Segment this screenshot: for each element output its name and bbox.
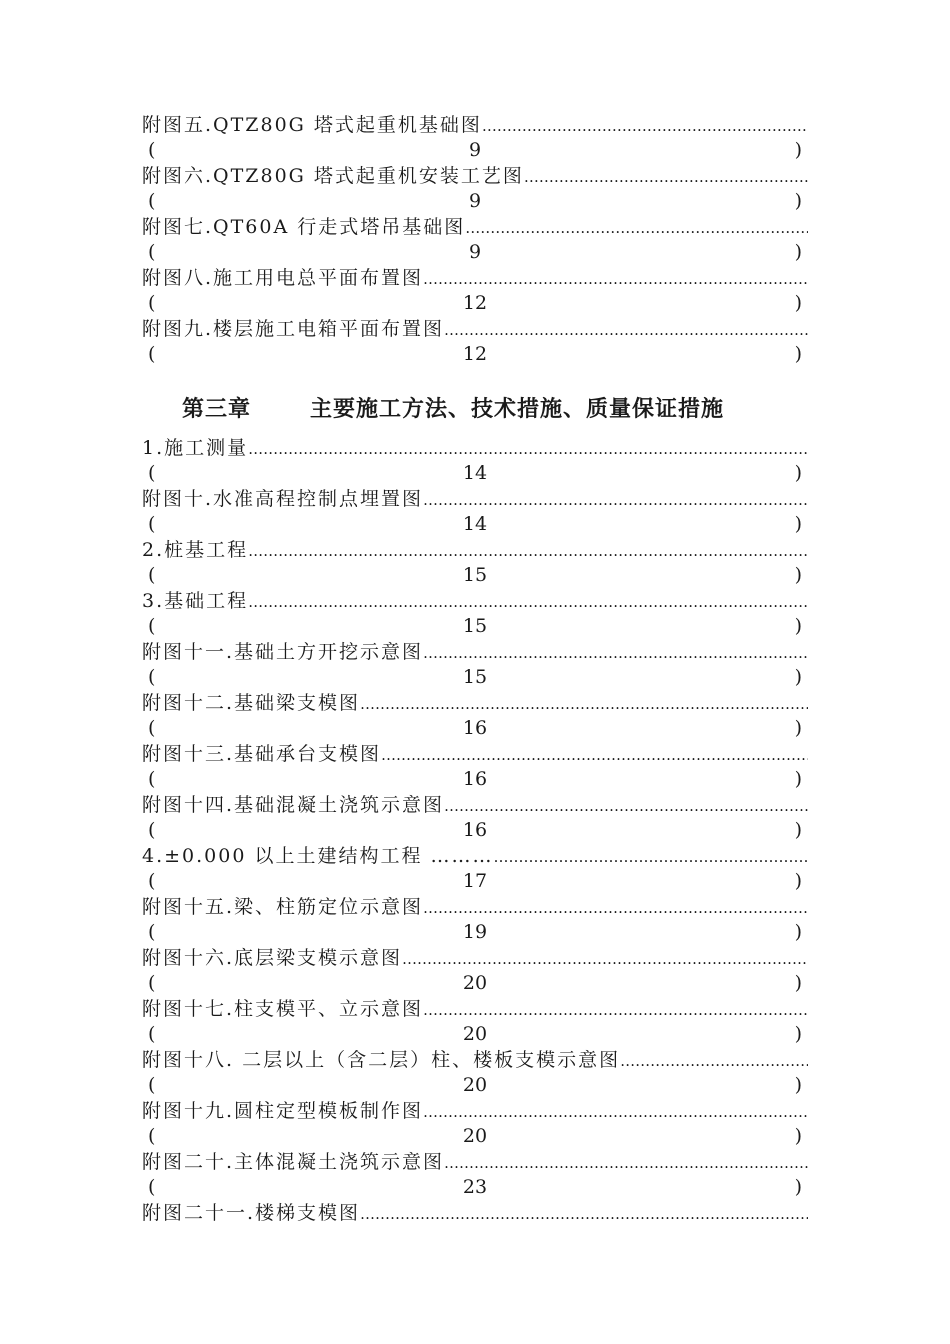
toc-page-number: 14 [462, 513, 488, 535]
paren-close: ) [794, 292, 802, 314]
toc-page-number: 16 [462, 819, 488, 841]
toc-page-number: 20 [462, 1074, 488, 1096]
toc-page-number: 17 [462, 870, 488, 892]
toc-page-number: 16 [462, 717, 488, 739]
toc-page [142, 112, 808, 1226]
toc-entry-label: 2.桩基工程 [142, 539, 249, 561]
paren-close: ) [794, 1074, 802, 1096]
paren-close: ) [794, 343, 802, 365]
leader-dots [620, 1048, 808, 1073]
paren-open: ( [148, 564, 156, 586]
paren-close: ) [794, 564, 802, 586]
toc-entry-label: 附图六.QTZ80G 塔式起重机安装工艺图 [142, 165, 524, 187]
toc-entry-label: 附图十五.梁、柱筋定位示意图 [142, 896, 424, 918]
paren-open: ( [148, 1074, 156, 1096]
toc-entry-label: 附图十三.基础承台支模图 [142, 743, 382, 765]
toc-entry-label: 附图七.QT60A 行走式塔吊基础图 [142, 216, 466, 238]
chapter-number: 第三章 [182, 396, 252, 422]
toc-entry[interactable] [142, 843, 808, 894]
leader-dots [494, 844, 808, 869]
toc-entry-label: 附图十.水准高程控制点埋置图 [142, 488, 424, 510]
toc-entry-label: 附图十二.基础梁支模图 [142, 692, 361, 714]
toc-entry[interactable] [142, 1200, 808, 1226]
toc-entry[interactable] [142, 894, 808, 945]
paren-open: ( [148, 972, 156, 994]
toc-entry[interactable] [142, 1098, 808, 1149]
toc-entry[interactable] [142, 945, 808, 996]
paren-close: ) [794, 462, 802, 484]
leader-dots [423, 997, 808, 1022]
paren-close: ) [794, 921, 802, 943]
leader-dots [423, 487, 808, 512]
toc-entry-label: 附图九.楼层施工电箱平面布置图 [142, 318, 445, 340]
paren-open: ( [148, 768, 156, 790]
paren-close: ) [794, 615, 802, 637]
toc-entry[interactable] [142, 741, 808, 792]
toc-entry[interactable] [142, 316, 808, 367]
leader-dots [444, 317, 808, 342]
leader-dots [360, 691, 808, 716]
paren-open: ( [148, 615, 156, 637]
toc-page-number: 9 [468, 139, 482, 161]
toc-entry-label: 附图五.QTZ80G 塔式起重机基础图 [142, 114, 482, 136]
paren-open: ( [148, 139, 156, 161]
paren-close: ) [794, 190, 802, 212]
leader-dots [248, 589, 808, 614]
toc-entry[interactable] [142, 163, 808, 214]
paren-open: ( [148, 819, 156, 841]
toc-section-chapter-3 [142, 435, 808, 1226]
toc-entry-label: 附图八.施工用电总平面布置图 [142, 267, 424, 289]
toc-entry[interactable] [142, 435, 808, 486]
toc-entry[interactable] [142, 112, 808, 163]
paren-open: ( [148, 870, 156, 892]
toc-page-number: 20 [462, 1125, 488, 1147]
leader-dots [381, 742, 808, 767]
paren-open: ( [148, 666, 156, 688]
toc-page-number: 12 [462, 292, 488, 314]
leader-dots [423, 266, 808, 291]
paren-close: ) [794, 972, 802, 994]
leader-dots [423, 895, 808, 920]
leader-dots [444, 793, 808, 818]
toc-page-number: 15 [462, 666, 488, 688]
paren-open: ( [148, 241, 156, 263]
toc-page-number: 15 [462, 564, 488, 586]
toc-entry-label: 1.施工测量 [142, 437, 249, 459]
chapter-title: 主要施工方法、技术措施、质量保证措施 [310, 396, 725, 422]
toc-entry-label: 3.基础工程 [142, 590, 249, 612]
paren-open: ( [148, 921, 156, 943]
paren-open: ( [148, 1023, 156, 1045]
toc-page-number: 16 [462, 768, 488, 790]
toc-entry[interactable] [142, 996, 808, 1047]
toc-entry[interactable] [142, 1149, 808, 1200]
toc-entry[interactable] [142, 588, 808, 639]
toc-entry-label: 附图十一.基础土方开挖示意图 [142, 641, 424, 663]
toc-page-number: 12 [462, 343, 488, 365]
paren-open: ( [148, 462, 156, 484]
chapter-heading [142, 383, 808, 435]
paren-open: ( [148, 1125, 156, 1147]
leader-dots [423, 640, 808, 665]
paren-close: ) [794, 1125, 802, 1147]
leader-dots [360, 1201, 808, 1226]
toc-entry[interactable] [142, 792, 808, 843]
leader-dots [248, 538, 808, 563]
paren-close: ) [794, 819, 802, 841]
paren-close: ) [794, 1176, 802, 1198]
leader-dots [524, 164, 808, 189]
leader-dots [482, 113, 808, 138]
toc-page-number: 9 [468, 190, 482, 212]
paren-open: ( [148, 292, 156, 314]
paren-close: ) [794, 513, 802, 535]
paren-close: ) [794, 768, 802, 790]
paren-close: ) [794, 1023, 802, 1045]
paren-close: ) [794, 139, 802, 161]
toc-section-figures [142, 112, 808, 367]
toc-entry-label: 附图二十一.楼梯支模图 [142, 1202, 361, 1224]
toc-page-number: 15 [462, 615, 488, 637]
leader-dots [423, 1099, 808, 1124]
paren-open: ( [148, 190, 156, 212]
toc-entry-label: 附图十四.基础混凝土浇筑示意图 [142, 794, 445, 816]
toc-entry[interactable] [142, 265, 808, 316]
toc-entry-label: 附图十七.柱支模平、立示意图 [142, 998, 424, 1020]
toc-entry-label: 附图十六.底层梁支模示意图 [142, 947, 403, 969]
toc-entry[interactable] [142, 486, 808, 537]
leader-dots [444, 1150, 808, 1175]
toc-page-number: 20 [462, 972, 488, 994]
leader-dots [248, 436, 808, 461]
toc-page-number: 9 [468, 241, 482, 263]
leader-dots [402, 946, 808, 971]
toc-entry[interactable] [142, 214, 808, 265]
toc-page-number: 19 [462, 921, 488, 943]
toc-entry-label: 附图十九.圆柱定型模板制作图 [142, 1100, 424, 1122]
toc-entry-label: 附图十八. 二层以上（含二层）柱、楼板支模示意图 [142, 1049, 621, 1071]
paren-open: ( [148, 717, 156, 739]
leader-dots [465, 215, 808, 240]
paren-close: ) [794, 241, 802, 263]
paren-close: ) [794, 870, 802, 892]
toc-entry[interactable] [142, 639, 808, 690]
toc-entry[interactable] [142, 537, 808, 588]
toc-page-number: 14 [462, 462, 488, 484]
toc-entry-label: 4.±0.000 以上土建结构工程 ……… [142, 845, 494, 867]
toc-entry[interactable] [142, 690, 808, 741]
toc-page-number: 20 [462, 1023, 488, 1045]
paren-open: ( [148, 513, 156, 535]
paren-open: ( [148, 343, 156, 365]
paren-close: ) [794, 717, 802, 739]
toc-entry-label: 附图二十.主体混凝土浇筑示意图 [142, 1151, 445, 1173]
toc-page-number: 23 [462, 1176, 488, 1198]
paren-close: ) [794, 666, 802, 688]
paren-open: ( [148, 1176, 156, 1198]
toc-entry[interactable] [142, 1047, 808, 1098]
